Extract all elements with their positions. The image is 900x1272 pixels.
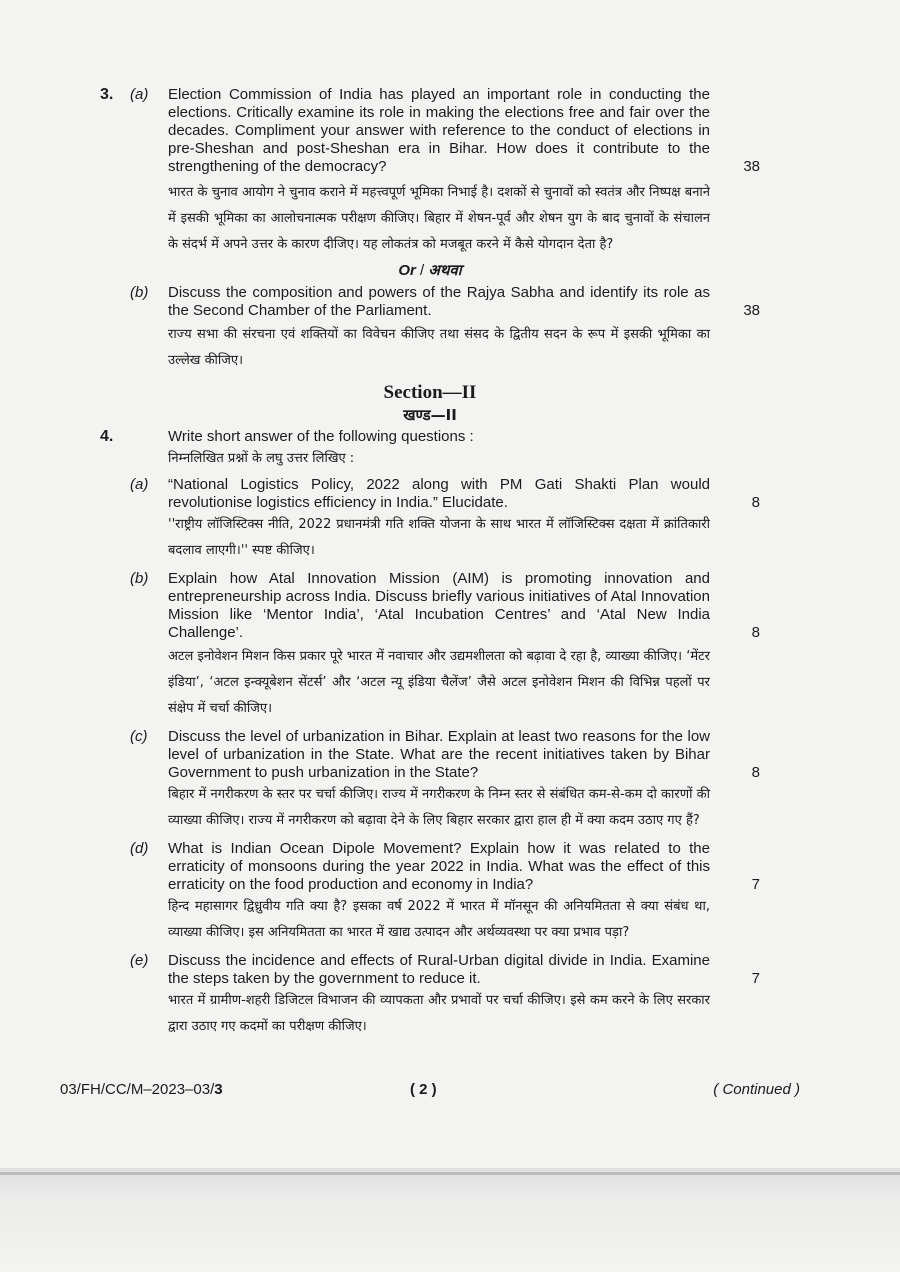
question-4: [100, 428, 760, 1040]
page-number: ( 2 ): [410, 1081, 437, 1098]
sub-label: (b): [130, 570, 149, 587]
marks: 8: [751, 624, 760, 641]
question-text-hi: हिन्द महासागर द्विध्रुवीय गति क्या है? इसका वर्ष 2022 में भारत में मॉनसून की अनियमितता से क्या संबंध था, व्याख्या कीजिए। इस अनियमितता का भारत में खाद्य उत्पादन और अर्थव्यवस्था पर क्या प्रभाव पड़ा?: [168, 899, 710, 940]
question-4d: [100, 840, 760, 946]
or-divider: [100, 260, 760, 282]
marks: 38: [743, 158, 760, 175]
question-text-hi: ''राष्ट्रीय लॉजिस्टिक्स नीति, 2022 प्रधानमंत्री गति शक्ति योजना के साथ भारत में लॉजिस्टिक्स दक्षता में क्रांतिकारी बदलाव लाएगी।'' स्पष्ट कीजिए।: [168, 517, 710, 558]
question-text-en: “National Logistics Policy, 2022 along with PM Gati Shakti Plan would revolutionise logistics efficiency in India.” Elucidate.: [168, 476, 710, 511]
page-footer: [60, 1081, 800, 1101]
marks: 38: [743, 302, 760, 319]
sub-label: (e): [130, 952, 149, 969]
question-4a: [100, 476, 760, 564]
intro-text-hi: निम्नलिखित प्रश्नों के लघु उत्तर लिखिए :: [168, 451, 355, 466]
question-text-en: Discuss the incidence and effects of Rural-Urban digital divide in India. Examine the steps taken by the government to reduce it.: [168, 952, 710, 987]
section-title-hi: खण्ड—II: [403, 406, 457, 424]
marks: 8: [751, 764, 760, 781]
section-heading: [100, 382, 760, 426]
sub-label: (a): [130, 476, 149, 493]
question-text-en: Election Commission of India has played an important role in conducting the elections. Critically examine its role in making the elections free and fair over the decades. Compliment your answer with reference to the conduct of elections in pre-Sheshan and post-Sheshan era in Bihar. How does it contribute to the strengthening of the democracy?: [168, 86, 710, 175]
sub-label: (d): [130, 840, 149, 857]
or-hi: अथवा: [428, 262, 462, 279]
question-text-hi: अटल इनोवेशन मिशन किस प्रकार पूरे भारत में नवाचार और उद्यमशीलता को बढ़ावा दे रहा है, व्याख्या कीजिए। ‘मेंटर इंडिया’, ‘अटल इन्क्यूबेशन सेंटर्स’ और ‘अटल न्यू इंडिया चैलेंज’ जैसे अटल इनोवेशन मिशन की विभिन्न पहलों पर संक्षेप में चर्चा कीजिए।: [168, 649, 710, 716]
scan-shadow: [0, 1168, 900, 1272]
question-text-hi: भारत के चुनाव आयोग ने चुनाव कराने में महत्त्वपूर्ण भूमिका निभाई है। दशकों से चुनावों को स्वतंत्र और निष्पक्ष बनाने में इसकी भूमिका का आलोचनात्मक परीक्षण कीजिए। बिहार में शेषन-पूर्व और शेषन युग के बाद चुनावों के संचालन के संदर्भ में अपने उत्तर के कारण दीजिए। यह लोकतंत्र को मजबूत करने में कैसे योगदान देता है?: [168, 185, 710, 252]
intro-text-en: Write short answer of the following questions :: [168, 428, 474, 445]
question-4e: [100, 952, 760, 1040]
page-content: [100, 86, 760, 1040]
paper-code-text: 03/FH/CC/M–2023–03/: [60, 1081, 215, 1098]
sub-label: (a): [130, 86, 149, 103]
question-3: [100, 86, 760, 374]
sub-label: (c): [130, 728, 148, 745]
section-title-en: Section—II: [383, 382, 477, 403]
question-text-hi: भारत में ग्रामीण-शहरी डिजिटल विभाजन की व्यापकता और प्रभावों पर चर्चा कीजिए। इसे कम करने के लिए सरकार द्वारा उठाए गए कदमों का परीक्षण कीजिए।: [168, 993, 710, 1034]
or-separator: /: [415, 262, 429, 279]
question-3a: [100, 86, 760, 258]
question-text-en: What is Indian Ocean Dipole Movement? Explain how it was related to the erraticity of monsoons during the year 2022 in India. What was the effect of this erraticity on the food production and economy in India?: [168, 840, 710, 893]
question-text-en: Discuss the level of urbanization in Bihar. Explain at least two reasons for the low level of urbanization in the State. What are the recent initiatives taken by Bihar Government to push urbanization in the State?: [168, 728, 710, 781]
or-en: Or: [398, 262, 416, 279]
question-4c: [100, 728, 760, 834]
question-number: 3.: [100, 86, 114, 103]
sub-label: (b): [130, 284, 149, 301]
question-text-en: Discuss the composition and powers of the Rajya Sabha and identify its role as the Second Chamber of the Parliament.: [168, 284, 710, 319]
scan-edge-line: [0, 1172, 900, 1175]
marks: 7: [751, 876, 760, 893]
question-number: 4.: [100, 428, 114, 445]
question-text-en: Explain how Atal Innovation Mission (AIM) is promoting innovation and entrepreneurship across India. Discuss briefly various initiatives of Atal Innovation Mission like ‘Mentor India’, ‘Atal Incubation Centres’ and ‘Atal New India Challenge’.: [168, 570, 710, 641]
question-3b: [100, 284, 760, 374]
question-4b: [100, 570, 760, 722]
question-text-hi: बिहार में नगरीकरण के स्तर पर चर्चा कीजिए। राज्य में नगरीकरण के निम्न स्तर से संबंधित कम-से-कम दो कारणों की व्याख्या कीजिए। राज्य में नगरीकरण को बढ़ावा देने के लिए बिहार सरकार द्वारा हाल ही में क्या कदम उठाए गए हैं?: [168, 787, 710, 828]
paper-code: [60, 1081, 223, 1098]
question-text-hi: राज्य सभा की संरचना एवं शक्तियों का विवेचन कीजिए तथा संसद के द्वितीय सदन के रूप में इसकी भूमिका का उल्लेख कीजिए।: [168, 327, 710, 368]
marks: 8: [751, 494, 760, 511]
marks: 7: [751, 970, 760, 987]
paper-code-suffix: 3: [214, 1081, 223, 1098]
continued-label: ( Continued ): [713, 1081, 800, 1098]
